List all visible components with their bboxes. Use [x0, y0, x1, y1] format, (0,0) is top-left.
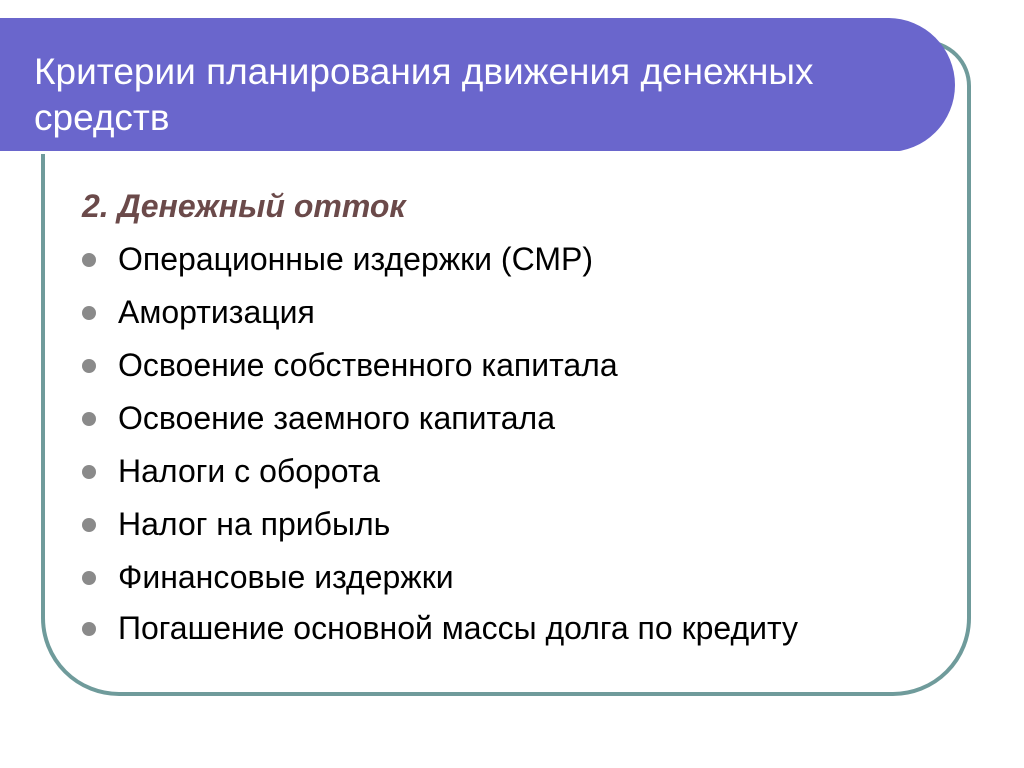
slide-title: Критерии планирования движения денежных средств	[34, 51, 814, 138]
bullet-text: Погашение основной массы долга по кредиту	[118, 610, 799, 646]
bullet-icon	[82, 465, 96, 479]
bullet-item	[82, 448, 942, 494]
bullet-item	[82, 289, 942, 335]
section-heading: 2. Денежный отток	[82, 188, 406, 224]
bullet-item	[82, 607, 942, 650]
bullet-item	[82, 342, 942, 388]
bullet-icon	[82, 306, 96, 320]
bullet-item	[82, 236, 942, 282]
bullet-text: Освоение собственного капитала	[118, 347, 618, 383]
bullet-text: Налог на прибыль	[118, 506, 391, 542]
bullet-item	[82, 501, 942, 547]
bullet-text: Амортизация	[118, 294, 315, 330]
bullet-icon	[82, 518, 96, 532]
bullet-icon	[82, 359, 96, 373]
bullet-icon	[82, 622, 96, 636]
slide-content	[82, 183, 942, 657]
title-bar	[0, 18, 955, 152]
bullet-item	[82, 395, 942, 441]
bullet-icon	[82, 253, 96, 267]
bullet-icon	[82, 412, 96, 426]
bullet-list	[82, 236, 942, 650]
bullet-text: Налоги с оборота	[118, 453, 380, 489]
bullet-text: Финансовые издержки	[118, 559, 454, 595]
bullet-icon	[82, 571, 96, 585]
bullet-item	[82, 554, 942, 600]
bullet-text: Освоение заемного капитала	[118, 400, 556, 436]
title-underline	[0, 151, 905, 154]
bullet-text: Операционные издержки (СМР)	[118, 241, 593, 277]
